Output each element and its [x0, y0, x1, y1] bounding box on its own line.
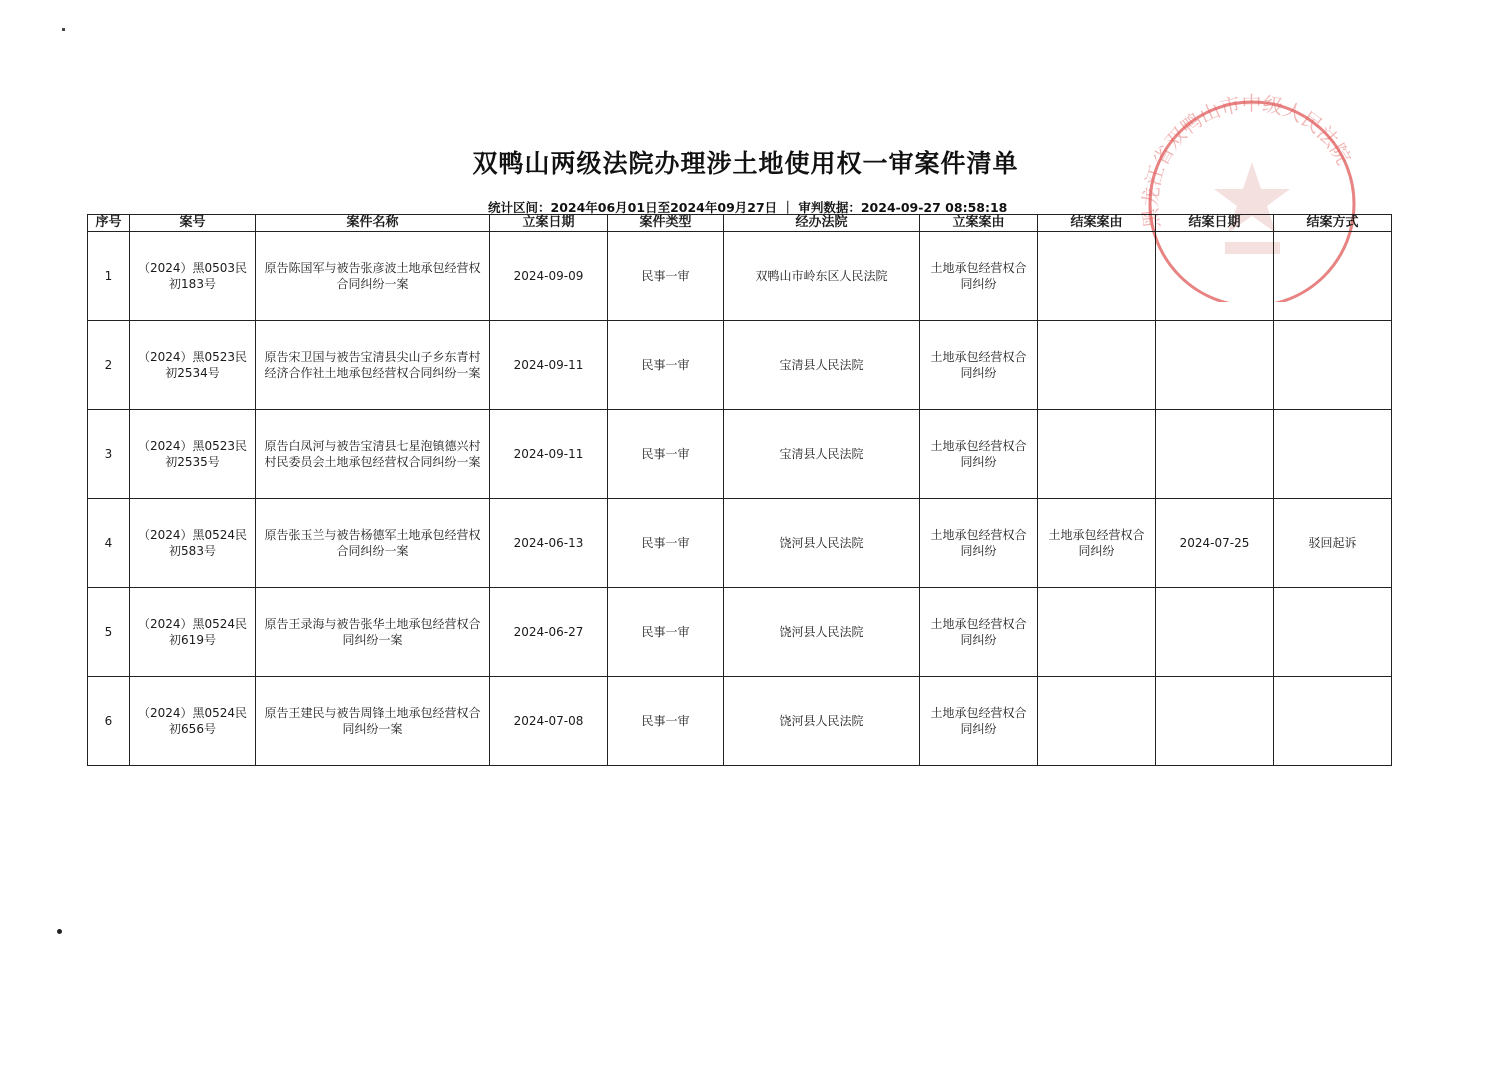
cell-filing-cause: 土地承包经营权合同纠纷: [920, 410, 1038, 499]
cell-closing-date: [1156, 588, 1274, 677]
cell-filing-cause: 土地承包经营权合同纠纷: [920, 588, 1038, 677]
cell-filing-date: 2024-06-27: [490, 588, 608, 677]
cell-filing-date: 2024-09-11: [490, 321, 608, 410]
cell-closing-cause: 土地承包经营权合同纠纷: [1038, 499, 1156, 588]
cell-case-type: 民事一审: [608, 410, 724, 499]
cell-court: 双鸭山市岭东区人民法院: [724, 232, 920, 321]
cell-closing-method: [1274, 677, 1392, 766]
cell-closing-date: [1156, 232, 1274, 321]
cell-closing-cause: [1038, 321, 1156, 410]
table-row: [88, 321, 1392, 410]
cell-case-name: 原告王建民与被告周锋土地承包经营权合同纠纷一案: [256, 677, 490, 766]
cell-closing-cause: [1038, 410, 1156, 499]
cell-case-no: （2024）黑0523民初2535号: [130, 410, 256, 499]
case-table: [87, 214, 1392, 766]
cell-case-type: 民事一审: [608, 499, 724, 588]
cell-case-name: 原告张玉兰与被告杨德军土地承包经营权合同纠纷一案: [256, 499, 490, 588]
cell-case-name: 原告王录海与被告张华土地承包经营权合同纠纷一案: [256, 588, 490, 677]
cell-seq: 2: [88, 321, 130, 410]
cell-closing-cause: [1038, 588, 1156, 677]
cell-closing-method: [1274, 232, 1392, 321]
cell-court: 宝清县人民法院: [724, 410, 920, 499]
cell-filing-date: 2024-06-13: [490, 499, 608, 588]
header-closing-date: 结案日期: [1156, 215, 1274, 232]
table-row: [88, 410, 1392, 499]
header-filing-date: 立案日期: [490, 215, 608, 232]
table-row: [88, 677, 1392, 766]
header-filing-cause: 立案案由: [920, 215, 1038, 232]
cell-seq: 3: [88, 410, 130, 499]
table-row: [88, 588, 1392, 677]
header-closing-method: 结案方式: [1274, 215, 1392, 232]
header-case-no: 案号: [130, 215, 256, 232]
cell-filing-date: 2024-07-08: [490, 677, 608, 766]
cell-court: 饶河县人民法院: [724, 499, 920, 588]
cell-case-type: 民事一审: [608, 232, 724, 321]
cell-case-no: （2024）黑0503民初183号: [130, 232, 256, 321]
cell-case-type: 民事一审: [608, 321, 724, 410]
cell-case-type: 民事一审: [608, 588, 724, 677]
cell-case-type: 民事一审: [608, 677, 724, 766]
cell-case-no: （2024）黑0523民初2534号: [130, 321, 256, 410]
cell-closing-cause: [1038, 232, 1156, 321]
cell-filing-cause: 土地承包经营权合同纠纷: [920, 677, 1038, 766]
table-header: [88, 215, 1392, 232]
cell-closing-method: [1274, 588, 1392, 677]
header-court: 经办法院: [724, 215, 920, 232]
cell-seq: 1: [88, 232, 130, 321]
header-closing-cause: 结案案由: [1038, 215, 1156, 232]
cell-case-name: 原告白凤河与被告宝清县七星泡镇德兴村村民委员会土地承包经营权合同纠纷一案: [256, 410, 490, 499]
cell-closing-method: 驳回起诉: [1274, 499, 1392, 588]
cell-court: 宝清县人民法院: [724, 321, 920, 410]
cell-court: 饶河县人民法院: [724, 677, 920, 766]
header-case-type: 案件类型: [608, 215, 724, 232]
seal-lettering: 黑龙江省双鸭山市中级人民法院: [1138, 92, 1357, 230]
cell-filing-cause: 土地承包经营权合同纠纷: [920, 321, 1038, 410]
scan-dot: [57, 929, 62, 934]
cell-case-no: （2024）黑0524民初656号: [130, 677, 256, 766]
cell-seq: 4: [88, 499, 130, 588]
cell-closing-date: [1156, 321, 1274, 410]
cell-filing-cause: 土地承包经营权合同纠纷: [920, 232, 1038, 321]
cell-case-name: 原告陈国军与被告张彦波土地承包经营权合同纠纷一案: [256, 232, 490, 321]
cell-court: 饶河县人民法院: [724, 588, 920, 677]
header-seq: 序号: [88, 215, 130, 232]
cell-case-name: 原告宋卫国与被告宝清县尖山子乡东青村经济合作社土地承包经营权合同纠纷一案: [256, 321, 490, 410]
cell-seq: 6: [88, 677, 130, 766]
cell-seq: 5: [88, 588, 130, 677]
cell-closing-date: [1156, 410, 1274, 499]
header-case-name: 案件名称: [256, 215, 490, 232]
statistics-range: 统计区间：2024年06月01日至2024年09月27日 ｜ 审判数据：2024-09-27 08:58:18: [488, 200, 1008, 215]
cell-filing-cause: 土地承包经营权合同纠纷: [920, 499, 1038, 588]
cell-closing-method: [1274, 410, 1392, 499]
cell-closing-method: [1274, 321, 1392, 410]
document-title: 双鸭山两级法院办理涉土地使用权一审案件清单: [472, 149, 1019, 178]
cell-filing-date: 2024-09-09: [490, 232, 608, 321]
table-row: [88, 499, 1392, 588]
table-row: [88, 232, 1392, 321]
cell-case-no: （2024）黑0524民初619号: [130, 588, 256, 677]
cell-closing-date: 2024-07-25: [1156, 499, 1274, 588]
scan-mark: [62, 28, 65, 31]
cell-case-no: （2024）黑0524民初583号: [130, 499, 256, 588]
cell-closing-date: [1156, 677, 1274, 766]
cell-filing-date: 2024-09-11: [490, 410, 608, 499]
cell-closing-cause: [1038, 677, 1156, 766]
